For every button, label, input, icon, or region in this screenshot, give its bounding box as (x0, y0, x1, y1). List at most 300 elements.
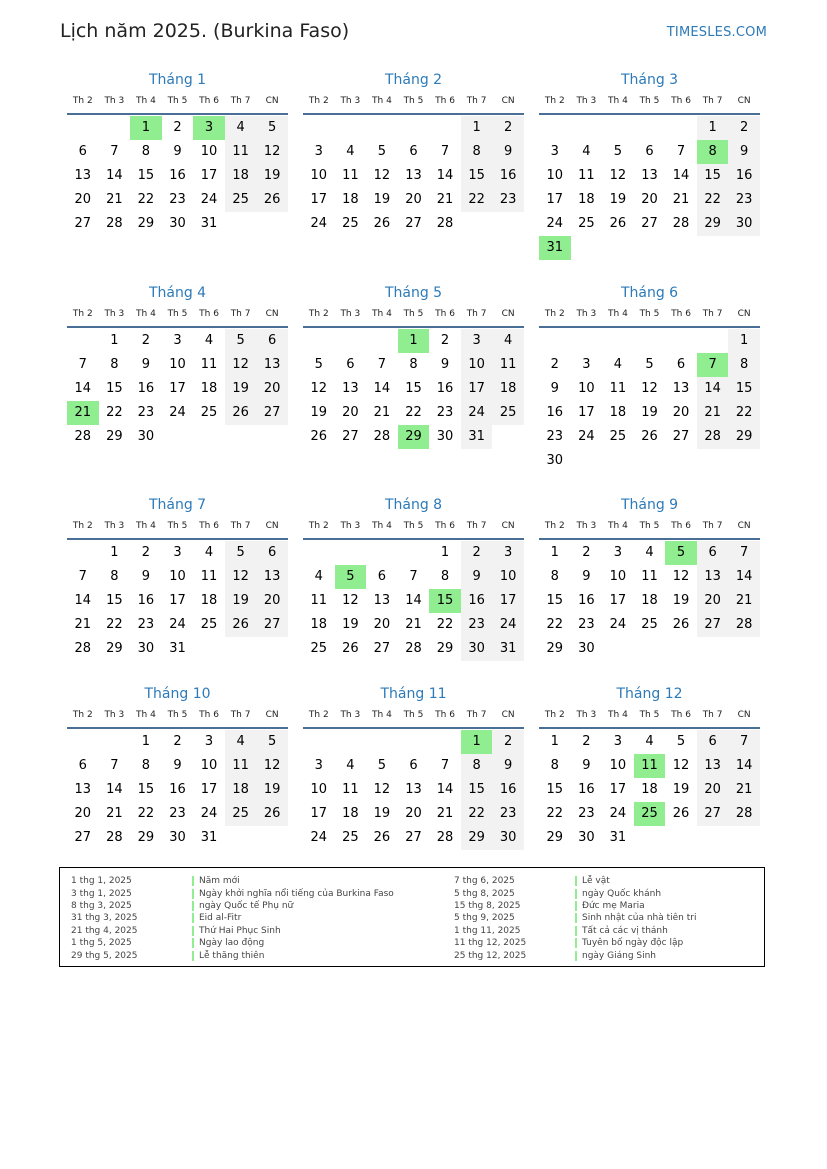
day-cell[interactable]: 18 (609, 405, 627, 420)
day-cell[interactable]: 31 (461, 425, 493, 449)
day-cell[interactable]: 12 (373, 168, 391, 183)
day-cell[interactable]: 25 (225, 802, 257, 826)
day-cell[interactable]: 25 (200, 405, 218, 420)
day-cell[interactable]: 30 (137, 641, 155, 656)
day-cell[interactable]: 25 (342, 216, 359, 231)
day-cell[interactable]: 13 (74, 782, 92, 797)
day-cell[interactable]: 20 (74, 806, 92, 821)
day-cell[interactable]: 12 (641, 381, 658, 396)
day-cell[interactable]: 9 (728, 140, 760, 164)
day-cell[interactable]: 2 (173, 120, 182, 135)
day-cell[interactable]: 16 (546, 405, 564, 420)
day-cell[interactable]: 24 (578, 429, 595, 444)
day-cell[interactable]: 31 (492, 637, 524, 661)
day-cell[interactable]: 31 (200, 830, 218, 845)
day-cell[interactable]: 9 (461, 565, 493, 589)
day-cell[interactable]: 18 (342, 192, 359, 207)
day-cell[interactable]: 27 (256, 401, 288, 425)
day-cell[interactable]: 3 (550, 144, 559, 159)
day-cell[interactable]: 29 (137, 216, 155, 231)
day-cell[interactable]: 3 (204, 734, 214, 749)
day-cell[interactable]: 24 (169, 617, 186, 632)
day-cell[interactable]: 14 (373, 381, 391, 396)
day-cell[interactable]: 14 (106, 168, 123, 183)
day-cell[interactable]: 7 (409, 569, 418, 584)
day-cell[interactable]: 30 (728, 212, 760, 236)
day-cell[interactable]: 27 (74, 216, 92, 231)
day-cell[interactable]: 24 (546, 216, 564, 231)
day-cell[interactable]: 27 (697, 613, 729, 637)
day-cell[interactable]: 24 (169, 405, 186, 420)
day-cell[interactable]: 11 (310, 593, 328, 608)
day-cell[interactable]: 15 (697, 164, 729, 188)
day-cell[interactable]: 22 (546, 617, 564, 632)
day-cell[interactable]: 9 (582, 758, 591, 773)
day-cell[interactable]: 19 (225, 589, 257, 613)
day-cell[interactable]: 1 (398, 329, 430, 353)
day-cell[interactable]: 19 (256, 778, 288, 802)
day-cell[interactable]: 30 (492, 826, 524, 850)
day-cell[interactable]: 9 (582, 569, 591, 584)
day-cell[interactable]: 10 (492, 565, 524, 589)
day-cell[interactable]: 6 (78, 758, 87, 773)
day-cell[interactable]: 12 (310, 381, 328, 396)
day-cell[interactable]: 4 (204, 333, 214, 348)
day-cell[interactable]: 5 (225, 541, 257, 565)
day-cell[interactable]: 16 (137, 381, 155, 396)
day-cell[interactable]: 18 (310, 617, 328, 632)
day-cell[interactable]: 8 (728, 353, 760, 377)
day-cell[interactable]: 13 (373, 593, 391, 608)
day-cell[interactable]: 10 (200, 758, 218, 773)
day-cell[interactable]: 19 (310, 405, 328, 420)
day-cell[interactable]: 23 (578, 806, 595, 821)
day-cell[interactable]: 29 (728, 425, 760, 449)
day-cell[interactable]: 4 (645, 545, 654, 560)
day-cell[interactable]: 21 (74, 617, 92, 632)
day-cell[interactable]: 28 (436, 216, 454, 231)
day-cell[interactable]: 14 (74, 593, 92, 608)
day-cell[interactable]: 22 (728, 401, 760, 425)
day-cell[interactable]: 11 (641, 569, 658, 584)
day-cell[interactable]: 15 (461, 164, 493, 188)
day-cell[interactable]: 8 (141, 144, 151, 159)
day-cell[interactable]: 2 (141, 545, 151, 560)
day-cell[interactable]: 30 (578, 641, 595, 656)
day-cell[interactable]: 12 (672, 758, 690, 773)
day-cell[interactable]: 9 (440, 357, 450, 372)
day-cell[interactable]: 9 (492, 754, 524, 778)
day-cell[interactable]: 29 (461, 826, 493, 850)
day-cell[interactable]: 12 (256, 754, 288, 778)
day-cell[interactable]: 17 (461, 377, 493, 401)
day-cell[interactable]: 1 (110, 545, 119, 560)
day-cell[interactable]: 15 (137, 168, 155, 183)
day-cell[interactable]: 23 (546, 429, 564, 444)
day-cell[interactable]: 1 (461, 116, 493, 140)
day-cell[interactable]: 26 (225, 613, 257, 637)
day-cell[interactable]: 29 (546, 641, 564, 656)
day-cell[interactable]: 11 (225, 754, 257, 778)
day-cell[interactable]: 12 (672, 569, 690, 584)
day-cell[interactable]: 3 (193, 116, 225, 140)
day-cell[interactable]: 18 (641, 593, 658, 608)
day-cell[interactable]: 25 (634, 802, 666, 826)
day-cell[interactable]: 1 (461, 730, 493, 754)
day-cell[interactable]: 5 (645, 357, 654, 372)
day-cell[interactable]: 13 (256, 565, 288, 589)
day-cell[interactable]: 30 (137, 429, 155, 444)
day-cell[interactable]: 28 (436, 830, 454, 845)
brand-link[interactable]: TIMESLES.COM (666, 25, 767, 40)
day-cell[interactable]: 5 (676, 734, 686, 749)
day-cell[interactable]: 27 (697, 802, 729, 826)
day-cell[interactable]: 22 (106, 405, 123, 420)
day-cell[interactable]: 21 (436, 806, 454, 821)
day-cell[interactable]: 9 (550, 381, 559, 396)
day-cell[interactable]: 18 (492, 377, 524, 401)
day-cell[interactable]: 30 (461, 637, 493, 661)
day-cell[interactable]: 23 (137, 617, 155, 632)
day-cell[interactable]: 8 (110, 357, 119, 372)
day-cell[interactable]: 2 (461, 541, 493, 565)
day-cell[interactable]: 16 (169, 168, 186, 183)
day-cell[interactable]: 14 (405, 593, 422, 608)
day-cell[interactable]: 27 (405, 830, 422, 845)
day-cell[interactable]: 17 (169, 593, 186, 608)
day-cell[interactable]: 30 (436, 429, 454, 444)
day-cell[interactable]: 23 (169, 192, 186, 207)
day-cell[interactable]: 11 (492, 353, 524, 377)
day-cell[interactable]: 15 (728, 377, 760, 401)
day-cell[interactable]: 2 (492, 116, 524, 140)
day-cell[interactable]: 13 (405, 782, 422, 797)
day-cell[interactable]: 19 (373, 192, 391, 207)
day-cell[interactable]: 20 (405, 806, 422, 821)
day-cell[interactable]: 14 (728, 754, 760, 778)
day-cell[interactable]: 5 (314, 357, 323, 372)
day-cell[interactable]: 18 (342, 806, 359, 821)
day-cell[interactable]: 28 (405, 641, 422, 656)
day-cell[interactable]: 5 (377, 144, 387, 159)
day-cell[interactable]: 1 (440, 545, 450, 560)
day-cell[interactable]: 10 (200, 144, 218, 159)
day-cell[interactable]: 23 (137, 405, 155, 420)
day-cell[interactable]: 8 (110, 569, 119, 584)
day-cell[interactable]: 25 (492, 401, 524, 425)
day-cell[interactable]: 5 (225, 329, 257, 353)
day-cell[interactable]: 17 (578, 405, 595, 420)
day-cell[interactable]: 4 (492, 329, 524, 353)
day-cell[interactable]: 3 (582, 357, 591, 372)
day-cell[interactable]: 15 (405, 381, 422, 396)
day-cell[interactable]: 31 (539, 236, 571, 260)
day-cell[interactable]: 27 (641, 216, 658, 231)
day-cell[interactable]: 22 (461, 802, 493, 826)
day-cell[interactable]: 7 (676, 144, 686, 159)
day-cell[interactable]: 2 (141, 333, 151, 348)
day-cell[interactable]: 17 (609, 593, 627, 608)
day-cell[interactable]: 16 (436, 381, 454, 396)
day-cell[interactable]: 13 (641, 168, 658, 183)
day-cell[interactable]: 24 (609, 617, 627, 632)
day-cell[interactable]: 18 (225, 778, 257, 802)
day-cell[interactable]: 28 (697, 425, 729, 449)
day-cell[interactable]: 12 (609, 168, 627, 183)
day-cell[interactable]: 22 (106, 617, 123, 632)
day-cell[interactable]: 27 (74, 830, 92, 845)
day-cell[interactable]: 17 (169, 381, 186, 396)
day-cell[interactable]: 13 (697, 754, 729, 778)
day-cell[interactable]: 5 (256, 730, 288, 754)
day-cell[interactable]: 21 (697, 401, 729, 425)
day-cell[interactable]: 14 (672, 168, 690, 183)
day-cell[interactable]: 16 (492, 778, 524, 802)
day-cell[interactable]: 28 (672, 216, 690, 231)
day-cell[interactable]: 20 (697, 778, 729, 802)
day-cell[interactable]: 29 (137, 830, 155, 845)
day-cell[interactable]: 28 (106, 216, 123, 231)
day-cell[interactable]: 31 (609, 830, 627, 845)
day-cell[interactable]: 8 (461, 140, 493, 164)
day-cell[interactable]: 17 (200, 168, 218, 183)
day-cell[interactable]: 27 (405, 216, 422, 231)
day-cell[interactable]: 20 (373, 617, 391, 632)
day-cell[interactable]: 8 (409, 357, 418, 372)
day-cell[interactable]: 26 (609, 216, 627, 231)
day-cell[interactable]: 7 (440, 758, 450, 773)
day-cell[interactable]: 28 (373, 429, 391, 444)
day-cell[interactable]: 15 (137, 782, 155, 797)
day-cell[interactable]: 20 (405, 192, 422, 207)
day-cell[interactable]: 21 (728, 589, 760, 613)
day-cell[interactable]: 28 (74, 429, 92, 444)
day-cell[interactable]: 25 (310, 641, 328, 656)
day-cell[interactable]: 26 (641, 429, 658, 444)
day-cell[interactable]: 23 (461, 613, 493, 637)
day-cell[interactable]: 4 (613, 357, 623, 372)
day-cell[interactable]: 28 (106, 830, 123, 845)
day-cell[interactable]: 30 (578, 830, 595, 845)
day-cell[interactable]: 10 (609, 569, 627, 584)
day-cell[interactable]: 13 (256, 353, 288, 377)
day-cell[interactable]: 8 (697, 140, 729, 164)
day-cell[interactable]: 14 (697, 377, 729, 401)
day-cell[interactable]: 17 (609, 782, 627, 797)
day-cell[interactable]: 1 (697, 116, 729, 140)
day-cell[interactable]: 21 (106, 192, 123, 207)
day-cell[interactable]: 20 (256, 377, 288, 401)
day-cell[interactable]: 15 (429, 589, 461, 613)
day-cell[interactable]: 29 (546, 830, 564, 845)
day-cell[interactable]: 15 (546, 593, 564, 608)
day-cell[interactable]: 25 (342, 830, 359, 845)
day-cell[interactable]: 1 (550, 545, 559, 560)
day-cell[interactable]: 6 (409, 758, 418, 773)
day-cell[interactable]: 29 (436, 641, 454, 656)
day-cell[interactable]: 3 (314, 758, 323, 773)
day-cell[interactable]: 29 (106, 641, 123, 656)
day-cell[interactable]: 19 (225, 377, 257, 401)
day-cell[interactable]: 5 (256, 116, 288, 140)
day-cell[interactable]: 6 (78, 144, 87, 159)
day-cell[interactable]: 22 (461, 188, 493, 212)
day-cell[interactable]: 16 (578, 593, 595, 608)
day-cell[interactable]: 6 (256, 541, 288, 565)
day-cell[interactable]: 24 (609, 806, 627, 821)
day-cell[interactable]: 8 (461, 754, 493, 778)
day-cell[interactable]: 3 (314, 144, 323, 159)
day-cell[interactable]: 26 (256, 188, 288, 212)
day-cell[interactable]: 26 (672, 617, 690, 632)
day-cell[interactable]: 6 (346, 357, 355, 372)
day-cell[interactable]: 10 (546, 168, 564, 183)
day-cell[interactable]: 22 (546, 806, 564, 821)
day-cell[interactable]: 7 (440, 144, 450, 159)
day-cell[interactable]: 30 (169, 216, 186, 231)
day-cell[interactable]: 24 (200, 806, 218, 821)
day-cell[interactable]: 5 (613, 144, 623, 159)
day-cell[interactable]: 7 (697, 353, 729, 377)
day-cell[interactable]: 9 (141, 569, 151, 584)
day-cell[interactable]: 4 (204, 545, 214, 560)
day-cell[interactable]: 17 (310, 192, 328, 207)
day-cell[interactable]: 4 (346, 144, 355, 159)
day-cell[interactable]: 1 (550, 734, 559, 749)
day-cell[interactable]: 7 (110, 758, 119, 773)
day-cell[interactable]: 14 (728, 565, 760, 589)
day-cell[interactable]: 16 (137, 593, 155, 608)
day-cell[interactable]: 24 (461, 401, 493, 425)
day-cell[interactable]: 16 (492, 164, 524, 188)
day-cell[interactable]: 22 (405, 405, 422, 420)
day-cell[interactable]: 7 (110, 144, 119, 159)
day-cell[interactable]: 8 (440, 569, 450, 584)
day-cell[interactable]: 19 (609, 192, 627, 207)
day-cell[interactable]: 24 (310, 830, 328, 845)
day-cell[interactable]: 2 (728, 116, 760, 140)
day-cell[interactable]: 7 (728, 730, 760, 754)
day-cell[interactable]: 26 (310, 429, 328, 444)
day-cell[interactable]: 14 (436, 168, 454, 183)
day-cell[interactable]: 1 (110, 333, 119, 348)
day-cell[interactable]: 11 (200, 569, 218, 584)
day-cell[interactable]: 4 (225, 116, 257, 140)
day-cell[interactable]: 14 (74, 381, 92, 396)
day-cell[interactable]: 20 (641, 192, 658, 207)
day-cell[interactable]: 12 (373, 782, 391, 797)
day-cell[interactable]: 21 (106, 806, 123, 821)
day-cell[interactable]: 18 (225, 164, 257, 188)
day-cell[interactable]: 28 (728, 802, 760, 826)
day-cell[interactable]: 2 (550, 357, 559, 372)
day-cell[interactable]: 19 (256, 164, 288, 188)
day-cell[interactable]: 3 (173, 333, 182, 348)
day-cell[interactable]: 18 (200, 593, 218, 608)
day-cell[interactable]: 9 (141, 357, 151, 372)
day-cell[interactable]: 23 (578, 617, 595, 632)
day-cell[interactable]: 24 (310, 216, 328, 231)
day-cell[interactable]: 18 (641, 782, 658, 797)
day-cell[interactable]: 7 (377, 357, 387, 372)
day-cell[interactable]: 5 (665, 541, 697, 565)
day-cell[interactable]: 29 (106, 429, 123, 444)
day-cell[interactable]: 8 (550, 758, 559, 773)
day-cell[interactable]: 16 (461, 589, 493, 613)
day-cell[interactable]: 11 (225, 140, 257, 164)
day-cell[interactable]: 25 (225, 188, 257, 212)
day-cell[interactable]: 19 (342, 617, 359, 632)
day-cell[interactable]: 25 (641, 617, 658, 632)
day-cell[interactable]: 9 (492, 140, 524, 164)
day-cell[interactable]: 3 (613, 545, 623, 560)
day-cell[interactable]: 9 (173, 144, 182, 159)
day-cell[interactable]: 13 (672, 381, 690, 396)
day-cell[interactable]: 5 (377, 758, 387, 773)
day-cell[interactable]: 26 (256, 802, 288, 826)
day-cell[interactable]: 7 (728, 541, 760, 565)
day-cell[interactable]: 15 (106, 593, 123, 608)
day-cell[interactable]: 10 (310, 782, 328, 797)
day-cell[interactable]: 4 (314, 569, 323, 584)
day-cell[interactable]: 12 (342, 593, 359, 608)
day-cell[interactable]: 23 (436, 405, 454, 420)
day-cell[interactable]: 11 (634, 754, 666, 778)
day-cell[interactable]: 1 (130, 116, 162, 140)
day-cell[interactable]: 15 (546, 782, 564, 797)
day-cell[interactable]: 18 (578, 192, 595, 207)
day-cell[interactable]: 15 (461, 778, 493, 802)
day-cell[interactable]: 26 (373, 830, 391, 845)
day-cell[interactable]: 3 (173, 545, 182, 560)
day-cell[interactable]: 21 (436, 192, 454, 207)
day-cell[interactable]: 6 (645, 144, 654, 159)
day-cell[interactable]: 28 (74, 641, 92, 656)
day-cell[interactable]: 22 (137, 192, 155, 207)
day-cell[interactable]: 6 (697, 730, 729, 754)
day-cell[interactable]: 23 (492, 802, 524, 826)
day-cell[interactable]: 10 (310, 168, 328, 183)
day-cell[interactable]: 7 (78, 357, 87, 372)
day-cell[interactable]: 4 (582, 144, 591, 159)
day-cell[interactable]: 3 (492, 541, 524, 565)
day-cell[interactable]: 4 (346, 758, 355, 773)
day-cell[interactable]: 14 (436, 782, 454, 797)
day-cell[interactable]: 17 (310, 806, 328, 821)
day-cell[interactable]: 13 (342, 381, 359, 396)
day-cell[interactable]: 10 (461, 353, 493, 377)
day-cell[interactable]: 2 (440, 333, 450, 348)
day-cell[interactable]: 2 (582, 734, 591, 749)
day-cell[interactable]: 19 (672, 782, 690, 797)
day-cell[interactable]: 14 (106, 782, 123, 797)
day-cell[interactable]: 12 (225, 565, 257, 589)
day-cell[interactable]: 13 (697, 565, 729, 589)
day-cell[interactable]: 21 (373, 405, 391, 420)
day-cell[interactable]: 3 (613, 734, 623, 749)
day-cell[interactable]: 6 (409, 144, 418, 159)
day-cell[interactable]: 21 (672, 192, 690, 207)
day-cell[interactable]: 11 (578, 168, 595, 183)
day-cell[interactable]: 26 (373, 216, 391, 231)
day-cell[interactable]: 20 (256, 589, 288, 613)
day-cell[interactable]: 21 (67, 401, 99, 425)
day-cell[interactable]: 2 (492, 730, 524, 754)
day-cell[interactable]: 13 (74, 168, 92, 183)
day-cell[interactable]: 17 (200, 782, 218, 797)
day-cell[interactable]: 17 (492, 589, 524, 613)
day-cell[interactable]: 10 (169, 569, 186, 584)
